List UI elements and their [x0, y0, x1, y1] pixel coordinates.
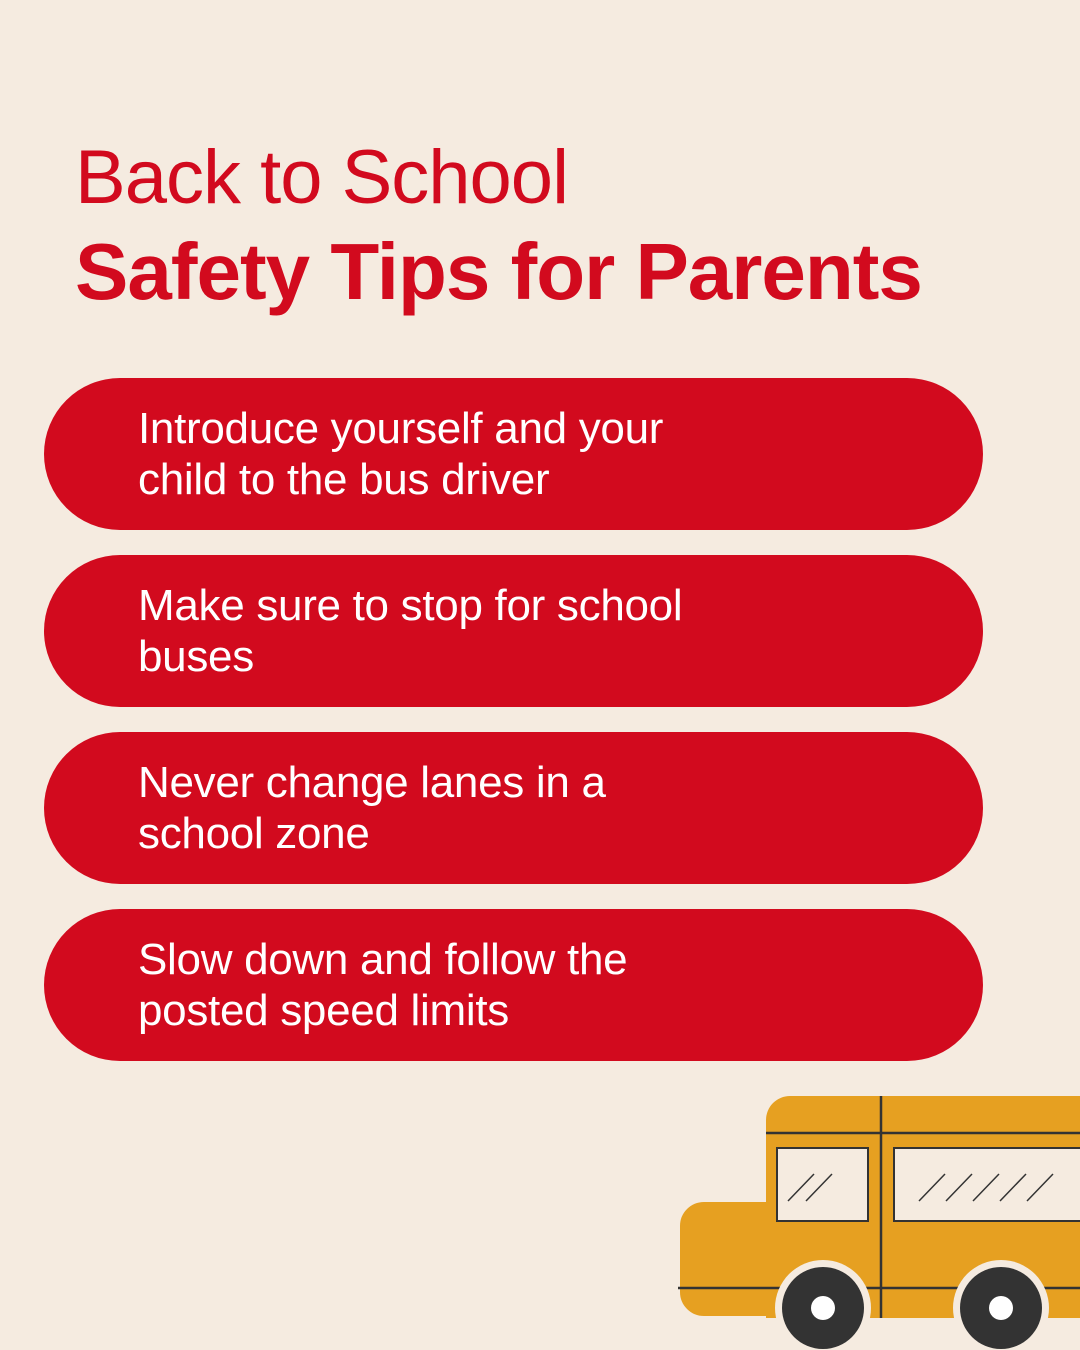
tip-item [44, 378, 983, 530]
tip-text: Introduce yourself and your child to the bus driver [138, 404, 664, 504]
tip-item [44, 555, 983, 707]
title-line-2: Safety Tips for Parents [75, 227, 922, 316]
title-line-1: Back to School [75, 135, 568, 220]
tips-list [44, 378, 983, 1061]
school-bus-icon [676, 1094, 1080, 1350]
tip-text: Slow down and follow the posted speed limits [138, 935, 628, 1035]
tip-text: Never change lanes in a school zone [138, 758, 606, 858]
tip-item [44, 732, 983, 884]
tip-item [44, 909, 983, 1061]
bus-window-side [894, 1148, 1080, 1221]
tip-text: Make sure to stop for school buses [138, 581, 683, 681]
